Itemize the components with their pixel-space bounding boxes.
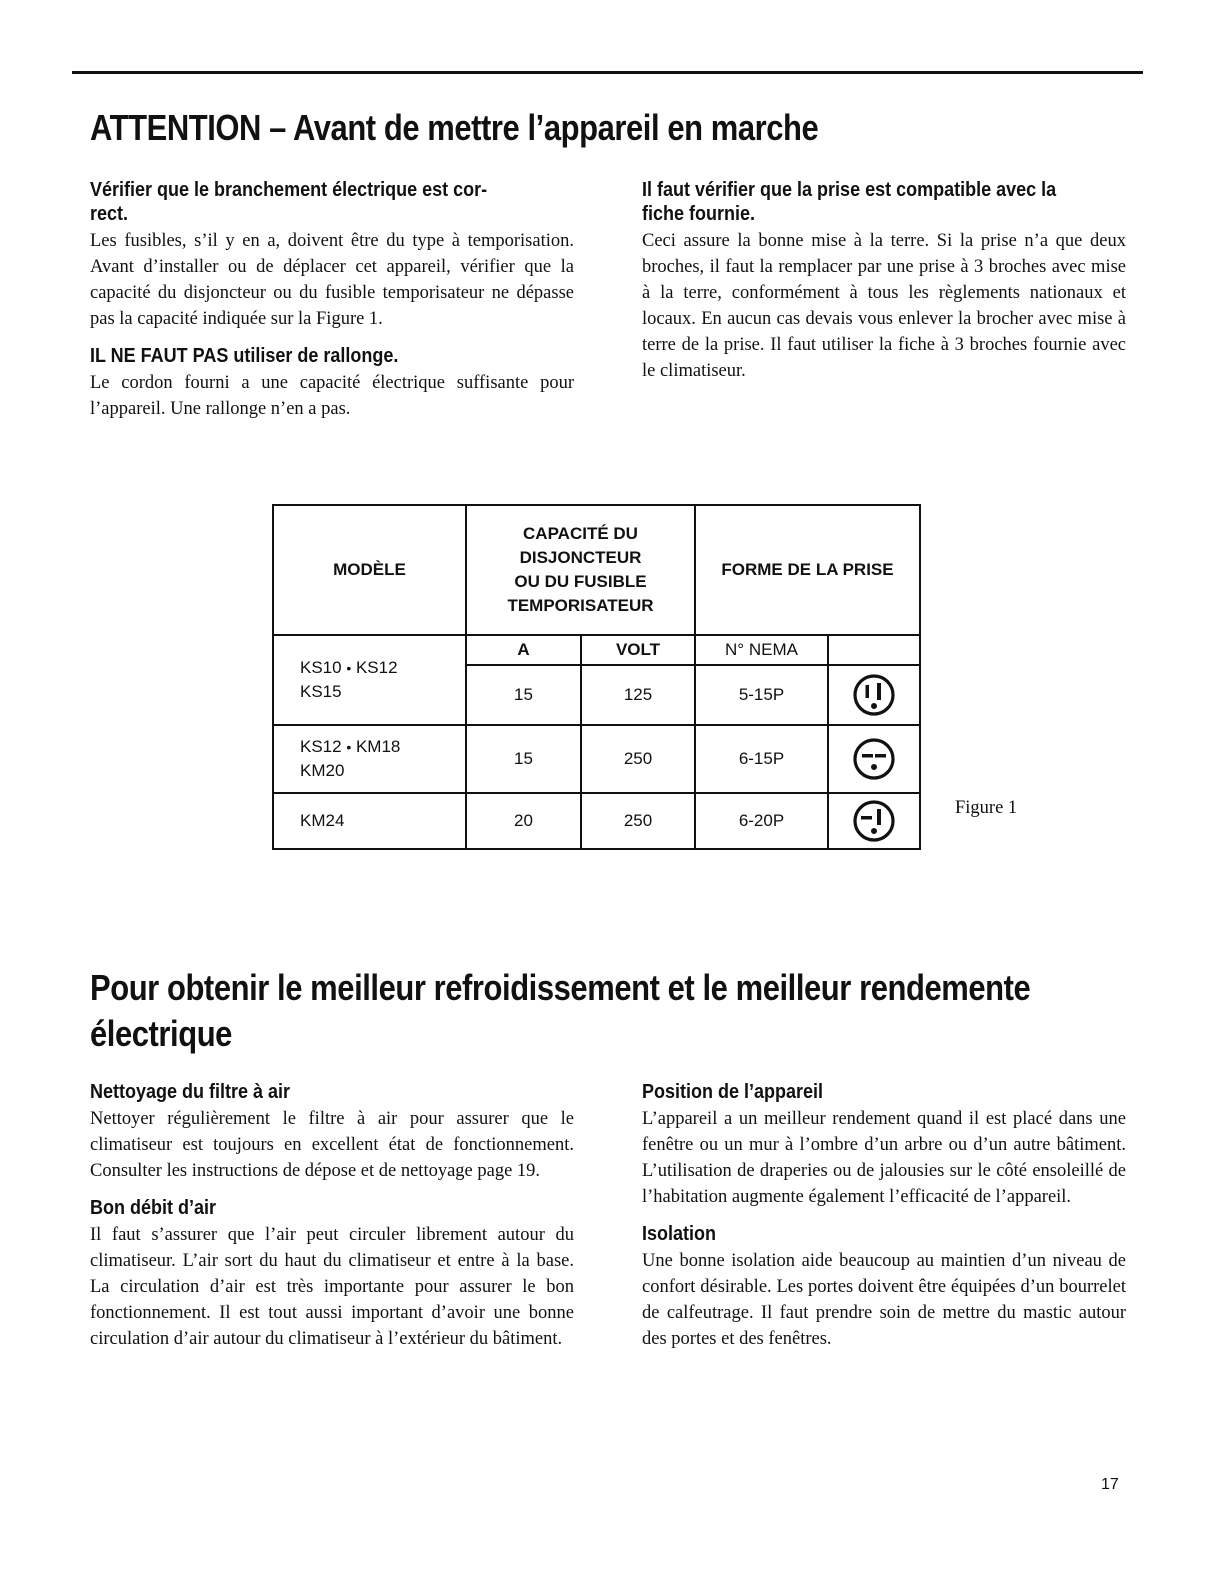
insulation-heading: Isolation (642, 1223, 717, 1245)
filter-heading: Nettoyage du filtre à air (90, 1081, 291, 1103)
plug-6-20p-icon (828, 793, 920, 849)
subheader-blank (828, 635, 920, 665)
section1-title: ATTENTION – Avant de mettre l’appareil en marche (90, 107, 819, 148)
plug-heading: Il faut vérifier que la prise est compatible avec la fiche fournie. (642, 179, 1057, 225)
section1-left-column (90, 178, 574, 434)
volt-cell: 250 (581, 793, 695, 849)
section2-title-line1: Pour obtenir le meilleur refroidissement et le meilleur rendemente (90, 967, 1031, 1008)
position-heading: Position de l’appareil (642, 1081, 824, 1103)
models-row-2: KS12 • KM18 KM20 (273, 725, 466, 793)
page-number: 17 (1101, 1476, 1119, 1493)
position-paragraph: L’appareil a un meilleur rendement quand il est placé dans une fenêtre ou un mur à l’ombre d’un arbre ou d’un autre bâtiment. L’utilisation de draperies ou de jalousies sur le côté ensoleillé de l’habitation augmente également l’efficacité de l’appareil. (642, 1109, 1126, 1207)
nema-cell: 5-15P (695, 665, 828, 725)
airflow-paragraph: Il faut s’assurer que l’air peut circuler librement autour du climatiseur. L’air sort du haut du climatiseur et entre à la base. La circulation d’air est très importante pour assurer le bon fonctionnement. Il est tout aussi important d’avoir une bonne circulation d’air autour du climatiseur à l’extérieur du bâtiment. (90, 1225, 574, 1349)
plug-5-15p-icon (828, 665, 920, 725)
airflow-heading: Bon débit d’air (90, 1197, 216, 1219)
amp-cell: 20 (466, 793, 581, 849)
nema-cell: 6-20P (695, 793, 828, 849)
header-plug-shape: FORME DE LA PRISE (695, 505, 920, 635)
subheader-volt: VOLT (581, 635, 695, 665)
models-row-3: KM24 (273, 793, 466, 849)
volt-cell: 250 (581, 725, 695, 793)
amp-cell: 15 (466, 665, 581, 725)
insulation-paragraph: Une bonne isolation aide beaucoup au maintien d’un niveau de confort désirable. Les portes doivent être équipées d’un bourrelet de calfeutrage. Il faut prendre soin de mettre du mastic autour des portes et des fenêtres. (642, 1251, 1126, 1349)
plug-paragraph: Ceci assure la bonne mise à la terre. Si la prise n’a que deux broches, il faut la remplacer par une prise à 3 broches avec mise à la terre, conformément à tous les règlements nationaux et locaux. En aucun cas devais vous enlever la brocher avec mise à terre de la prise. Il faut utiliser la fiche à 3 broches fournie avec le climatiseur. (642, 231, 1126, 381)
plug-6-15p-icon (828, 725, 920, 793)
electrical-spec-table (272, 504, 921, 850)
amp-cell: 15 (466, 725, 581, 793)
section2-left-column (90, 1080, 574, 1364)
section2-title-line2: électrique (90, 1013, 232, 1054)
extension-heading: IL NE FAUT PAS utiliser de rallonge. (90, 345, 399, 367)
subheader-amp: A (466, 635, 581, 665)
section1-right-column (642, 178, 1126, 396)
extension-paragraph: Le cordon fourni a une capacité électrique suffisante pour l’appareil. Une rallonge n’en a pas. (90, 373, 574, 419)
volt-cell: 125 (581, 665, 695, 725)
nema-cell: 6-15P (695, 725, 828, 793)
header-model: MODÈLE (273, 505, 466, 635)
fuse-paragraph: Les fusibles, s’il y en a, doivent être du type à temporisation. Avant d’installer ou de déplacer cet appareil, vérifier que la capacité du disjoncteur ou du fusible temporisateur ne dépasse pas la capacité indiquée sur la Figure 1. (90, 231, 574, 329)
subheader-nema: N° NEMA (695, 635, 828, 665)
section2-right-column (642, 1080, 1126, 1364)
models-row-1: KS10 • KS12 KS15 (273, 635, 466, 725)
header-capacity: CAPACITÉ DU DISJONCTEUR OU DU FUSIBLE TEMPORISATEUR (466, 505, 695, 635)
top-rule (72, 71, 1143, 74)
filter-paragraph: Nettoyer régulièrement le filtre à air pour assurer que le climatiseur est toujours en excellent état de fonctionnement. Consulter les instructions de dépose et de nettoyage page 19. (90, 1109, 574, 1181)
figure-caption: Figure 1 (955, 798, 1018, 818)
fuse-heading: Vérifier que le branchement électrique est cor- rect. (90, 179, 488, 225)
